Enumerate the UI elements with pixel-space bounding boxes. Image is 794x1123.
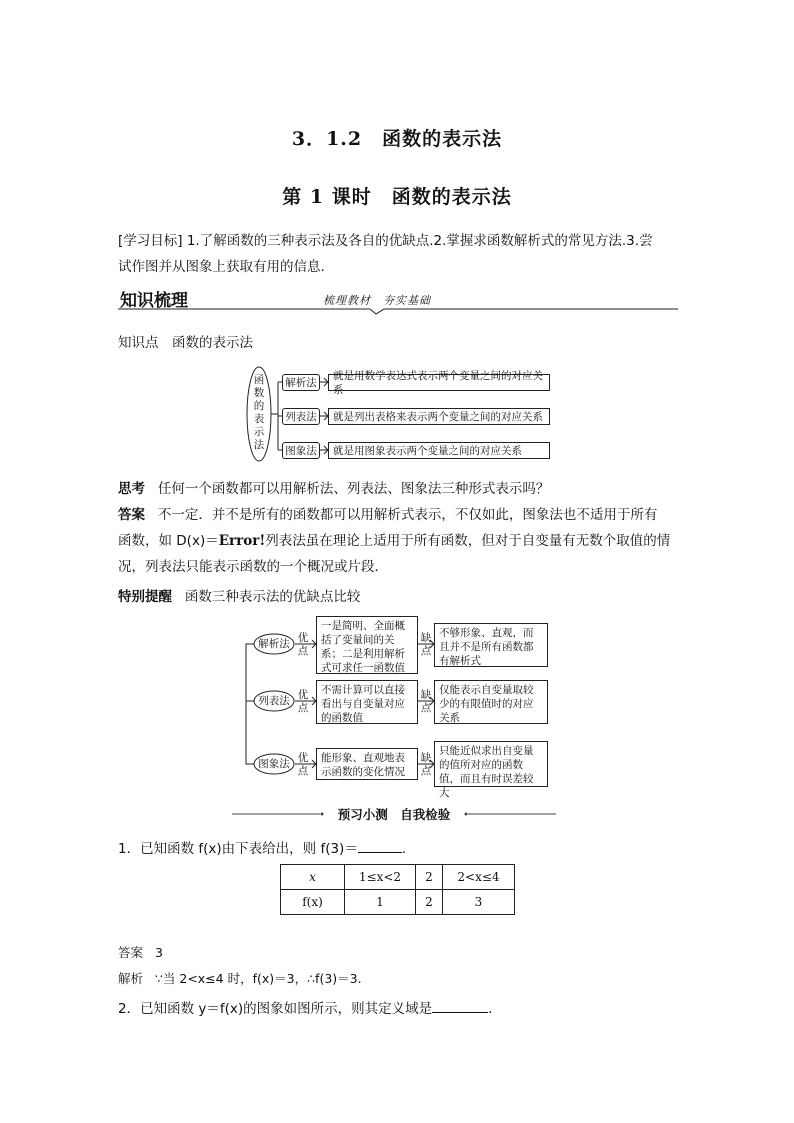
reminder-text: 函数三种表示法的优缺点比较 (184, 589, 361, 605)
table-cell: 1 (345, 890, 416, 915)
methods-diagram (240, 362, 560, 464)
table-cell: 3 (443, 890, 515, 915)
dis-graph: 只能近似求出自变量的值所对应的函数值，而且有时误差较大 (434, 741, 548, 787)
center-char: 函 (253, 374, 265, 386)
dis-label: 缺 点 (420, 752, 432, 777)
think-question: 任何一个函数都可以用解析法、列表法、图象法三种形式表示吗？ (157, 481, 550, 497)
method-desc-table: 就是列出表格来表示两个变量之间的对应关系 (328, 408, 550, 425)
q1-answer-label: 答案 (118, 945, 144, 960)
center-char: 表 (253, 413, 265, 425)
preview-banner (232, 804, 556, 824)
center-char: 的 (253, 400, 265, 412)
q1-analysis-text: ∵当 2<x≤4 时，f(x)＝3，∴f(3)＝3. (154, 971, 362, 986)
table-row (281, 865, 515, 890)
methods-center-label (250, 374, 268, 452)
method-name-analytic: 解析法 (282, 374, 320, 391)
table-row (281, 890, 515, 915)
q1-analysis-label: 解析 (118, 971, 144, 986)
table-cell: 1≤x<2 (345, 865, 416, 890)
adv-label: 优 点 (297, 752, 309, 777)
learning-objectives (118, 228, 698, 280)
q2-stem (118, 996, 502, 1022)
q1-table (280, 864, 515, 915)
comparison-diagram (240, 614, 552, 799)
dis-table: 仅能表示自变量取较少的有限值时的对应关系 (434, 680, 548, 724)
q2-answer-blank[interactable] (432, 998, 488, 1013)
answer-line2a: 函数，如 D(x)＝ (118, 533, 219, 549)
dis-analytic: 不够形象、直观，而且并不是所有函数都有解析式 (434, 623, 548, 667)
table-cell: 2 (416, 865, 443, 890)
method-name-graph: 图象法 (282, 442, 320, 459)
lesson-title: 第 1 课时 函数的表示法 (282, 186, 512, 208)
q1-stem-text: 1．已知函数 f(x)由下表给出，则 f(3)＝ (118, 841, 358, 857)
adv-graph: 能形象、直观地表示函数的变化情况 (316, 748, 418, 780)
q2-stem-end: ． (488, 1001, 502, 1017)
knowledge-heading: 知识点 函数的表示法 (118, 335, 253, 351)
objectives-line1: 1.了解函数的三种表示法及各自的优缺点.2.掌握求函数解析式的常见方法.3.尝 (186, 233, 653, 249)
adv-label: 优 点 (297, 689, 309, 714)
reminder-label: 特别提醒 (118, 589, 172, 605)
answer-line1: 不一定．并不是所有的函数都可以用解析式表示，不仅如此，图象法也不适用于所有 (157, 507, 658, 523)
table-cell: 2<x≤4 (443, 865, 515, 890)
preview-banner-text: 预习小测 自我检验 (337, 807, 451, 822)
objectives-label: [学习目标] (118, 233, 183, 249)
q1-answer-blank[interactable] (358, 838, 402, 853)
method-name-table: 列表法 (282, 408, 320, 425)
row-method-analytic: 解析法 (258, 638, 290, 650)
dis-label: 缺 点 (420, 632, 432, 657)
section-title: 3．1.2 函数的表示法 (291, 128, 503, 150)
center-char: 法 (253, 439, 265, 451)
center-char: 示 (253, 426, 265, 438)
q1-table-wrap (280, 864, 515, 915)
adv-table: 不需计算可以直接看出与自变量对应的函数值 (316, 680, 418, 724)
q2-stem-text: 2．已知函数 y＝f(x)的图象如图所示，则其定义域是 (118, 1001, 433, 1017)
banner-title: 知识梳理 (120, 291, 188, 311)
dis-label: 缺 点 (420, 689, 432, 714)
q1-answer (118, 940, 163, 966)
q1-stem (118, 836, 406, 862)
think-block (118, 476, 698, 580)
row-method-table: 列表法 (258, 695, 290, 707)
center-char: 数 (253, 387, 265, 399)
table-cell: x (281, 865, 345, 890)
q1-answer-value: 3 (154, 945, 163, 960)
table-cell: f(x) (281, 890, 345, 915)
answer-line2b: 列表法虽在理论上适用于所有函数，但对于自变量有无数个取值的情 (265, 533, 671, 549)
reminder-heading (118, 584, 360, 610)
adv-label: 优 点 (297, 632, 309, 657)
answer-label: 答案 (118, 507, 145, 523)
banner-subtitle: 梳理教材 夯实基础 (323, 294, 431, 307)
q1-stem-end: . (401, 841, 407, 857)
knowledge-banner (118, 284, 678, 318)
adv-analytic: 一是简明、全面概括了变量间的关系；二是利用解析式可求任一函数值 (316, 616, 418, 674)
answer-error-text: Error! (218, 533, 266, 549)
method-desc-analytic: 就是用数学表达式表示两个变量之间的对应关系 (328, 374, 550, 391)
method-desc-graph: 就是用图象表示两个变量之间的对应关系 (328, 442, 550, 459)
row-method-graph: 图象法 (258, 758, 290, 770)
q1-analysis (118, 966, 362, 992)
objectives-line2: 试作图并从图象上获取有用的信息. (118, 259, 325, 275)
table-cell: 2 (416, 890, 443, 915)
think-label: 思考 (118, 481, 145, 497)
answer-line3: 况，列表法只能表示函数的一个概况或片段． (118, 559, 388, 575)
